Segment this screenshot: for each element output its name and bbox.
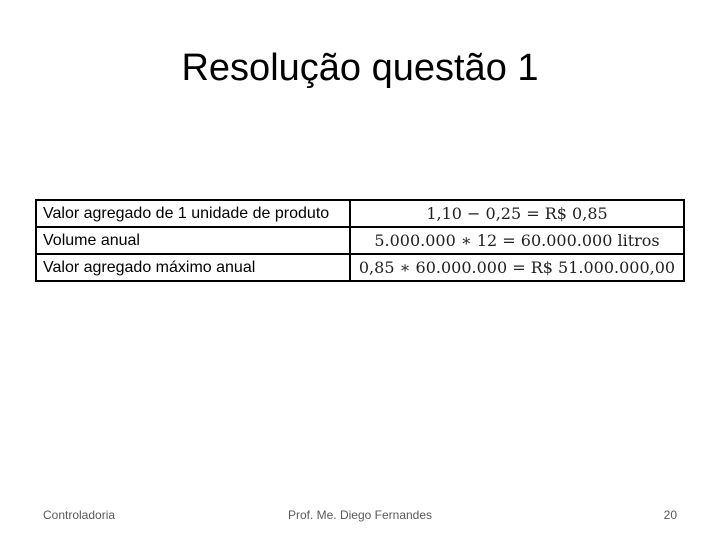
footer-author: Prof. Me. Diego Fernandes <box>287 508 433 522</box>
footer-course: Controladoria <box>43 508 116 522</box>
page-number: 20 <box>663 508 677 522</box>
slide-title: Resolução questão 1 <box>181 47 539 89</box>
row-label: Volume anual <box>36 227 350 254</box>
row-label: Valor agregado máximo anual <box>36 254 350 281</box>
row-label: Valor agregado de 1 unidade de produto <box>36 200 350 227</box>
row-value: 1,10 − 0,25 = R$ 0,85 <box>350 200 684 227</box>
table-row <box>36 227 684 254</box>
results-table <box>35 199 685 282</box>
table-row <box>36 254 684 281</box>
table-row <box>36 200 684 227</box>
row-value: 0,85 ∗ 60.000.000 = R$ 51.000.000,00 <box>350 254 684 281</box>
row-value: 5.000.000 ∗ 12 = 60.000.000 litros <box>350 227 684 254</box>
